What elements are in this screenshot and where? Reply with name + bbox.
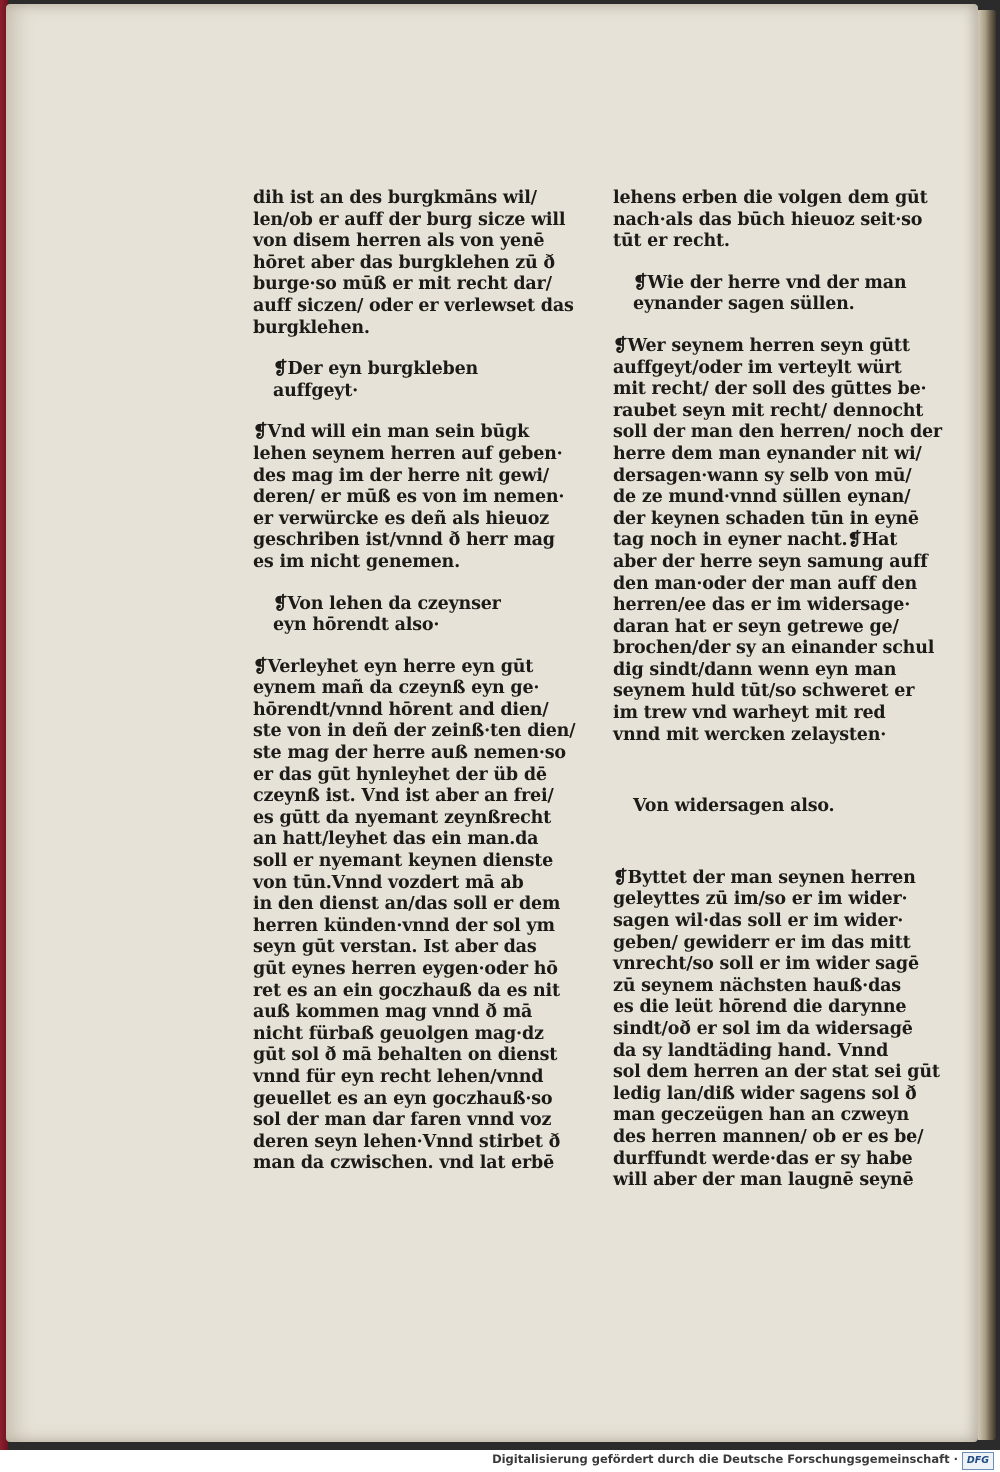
section-heading: auffgeyt· [273,380,359,401]
dfg-logo: DFG [962,1452,994,1470]
text-line: sindt/oð er sol im da widersagē [613,1019,913,1039]
text-line: sagen wil·das soll er im wider· [613,911,904,932]
text-line: ste von in deñ der zeinß·ten dien/ [253,721,576,742]
paragraph-gap [253,339,553,359]
text-line: es die leüt hōrend die darynne [613,997,907,1018]
section-heading: eyn hōrendt also· [273,615,440,636]
text-line: nicht fürbaß geuolgen mag·dz [253,1023,544,1044]
text-line: von tūn.Vnnd vozdert mā ab [253,872,524,893]
text-line: geben/ gewiderr er im das mitt [613,932,911,953]
text-line: vnnd mit wercken zelaysten· [613,724,887,745]
text-line: im trew vnd warheyt mit red [613,703,886,724]
text-line: hōret aber das burgklehen zū ð [253,252,555,273]
section-heading: ❡Wie der herre vnd der man [633,272,907,293]
left-text-column [253,188,576,1175]
page-edge [978,10,996,1440]
text-line: hōrendt/vnnd hōrent and dien/ [253,699,549,720]
text-line: der keynen schaden tūn in eynē [613,508,919,529]
text-line: lehen seynem herren auf geben· [253,443,563,464]
text-line: auffgeyt/oder im verteylt würt [613,357,902,378]
text-line: vnnd für eyn recht lehen/vnnd [253,1066,544,1087]
text-line: lehens erben die volgen dem gūt [613,188,928,208]
text-line: sol der man dar faren vnnd voz [253,1110,552,1131]
text-line: auß kommen mag vnnd ð mā [253,1002,533,1023]
text-line: den man·oder der man auff den [613,573,918,594]
text-line: auff siczen/ oder er verlewset das [253,295,574,316]
text-line: vnrecht/so soll er im wider sagē [613,954,919,975]
text-line: burge·so mūß er mit recht dar/ [253,274,552,295]
text-line: dig sindt/dann wenn eyn man [613,659,897,680]
paragraph-gap [613,818,888,868]
text-line: ❡Vnd will ein man sein būgk [253,422,530,443]
text-line: len/ob er auff der burg sicze will [253,209,566,230]
text-line: nach·als das būch hieuoz seit·so [613,209,923,230]
text-line: zū seynem nächsten hauß·das [613,975,901,996]
paragraph-gap [253,637,553,657]
text-line: er verwürcke es deñ als hieuoz [253,508,550,529]
section-heading: Von widersagen also. [633,796,835,817]
section-heading: eynander sagen süllen. [633,294,855,315]
text-line: czeynß ist. Vnd ist aber an frei/ [253,786,554,807]
text-line: herren/ee das er im widersage· [613,595,911,616]
text-line: ❡Byttet der man seynen herren [613,867,916,888]
text-line: es gūtt da nyemant zeynßrecht [253,807,552,828]
text-line: ❡Wer seynem herren seyn gūtt [613,335,910,356]
text-line: de ze mund·vnnd süllen eynan/ [613,487,911,508]
text-line: seynem huld tūt/so schweret er [613,681,915,702]
text-line: gūt eynes herren eygen·oder hō [253,959,558,979]
text-line: ❡Verleyhet eyn herre eyn gūt [253,656,534,677]
text-line: seyn gūt verstan. Ist aber das [253,937,537,958]
text-line: soll er nyemant keynen dienste [253,851,554,872]
text-line: raubet seyn mit recht/ dennocht [613,400,924,421]
text-line: durffundt werde·das er sy habe [613,1148,913,1169]
text-line: des herren mannen/ ob er es be/ [613,1126,924,1147]
text-line: burgklehen. [253,317,370,338]
text-line: ret es an ein goczhauß da es nit [253,980,560,1001]
text-line: dih ist an des burgkmāns wil/ [253,188,537,208]
text-line: man da czwischen. vnd lat erbē [253,1153,555,1174]
text-line: eynem mañ da czeynß eyn ge· [253,678,540,699]
text-line: daran hat er seyn getrewe ge/ [613,616,899,637]
text-line: soll der man den herren/ noch der [613,422,942,443]
text-line: will aber der man laugnē seynē [613,1170,914,1191]
text-line: tag noch in eyner nacht.❡Hat [613,530,898,551]
text-line: er das gūt hynleyhet der üb dē [253,764,547,785]
text-line: man geczeügen han an czweyn [613,1105,909,1126]
text-line: ledig lan/diß wider sagens sol ð [613,1083,917,1104]
text-line: herren künden·vnnd der sol ym [253,915,555,936]
paragraph-gap [253,402,553,422]
text-line: geleyttes zū im/so er im wider· [613,889,908,910]
text-line: herre dem man eynander nit wi/ [613,443,922,464]
text-line: deren/ er mūß es von im nemen· [253,487,565,508]
section-heading: ❡Von lehen da czeynser [273,593,501,614]
text-line: ste mag der herre auß nemen·so [253,743,566,764]
paragraph-gap [613,316,888,336]
text-line: aber der herre seyn samung auff [613,551,928,572]
text-line: deren seyn lehen·Vnnd stirbet ð [253,1131,561,1152]
section-heading: ❡Der eyn burgkleben [273,359,479,380]
paragraph-gap [253,574,553,594]
text-line: dersagen·wann sy selb von mū/ [613,465,912,486]
paragraph-gap [613,746,888,796]
paragraph-gap [613,253,888,273]
text-line: geschriben ist/vnnd ð herr mag [253,530,555,551]
text-line: tūt er recht. [613,231,730,252]
text-line: mit recht/ der soll des gūttes be· [613,379,927,400]
text-line: gūt sol ð mā behalten on dienst [253,1045,558,1066]
text-line: geuellet es an eyn goczhauß·so [253,1088,553,1109]
text-line: in den dienst an/das soll er dem [253,894,561,915]
text-line: da sy landtäding hand. Vnnd [613,1040,889,1061]
text-line: des mag im der herre nit gewi/ [253,465,549,486]
text-line: brochen/der sy an einander schul [613,638,935,659]
right-text-column [613,188,942,1192]
digitization-credit: Digitalisierung gefördert durch die Deutsche Forschungsgemeinschaft · [492,1452,958,1466]
text-line: an hatt/leyhet das ein man.da [253,829,539,850]
text-line: von disem herren als von yenē [253,231,545,252]
text-line: sol dem herren an der stat sei gūt [613,1062,940,1083]
text-line: es im nicht genemen. [253,551,460,572]
